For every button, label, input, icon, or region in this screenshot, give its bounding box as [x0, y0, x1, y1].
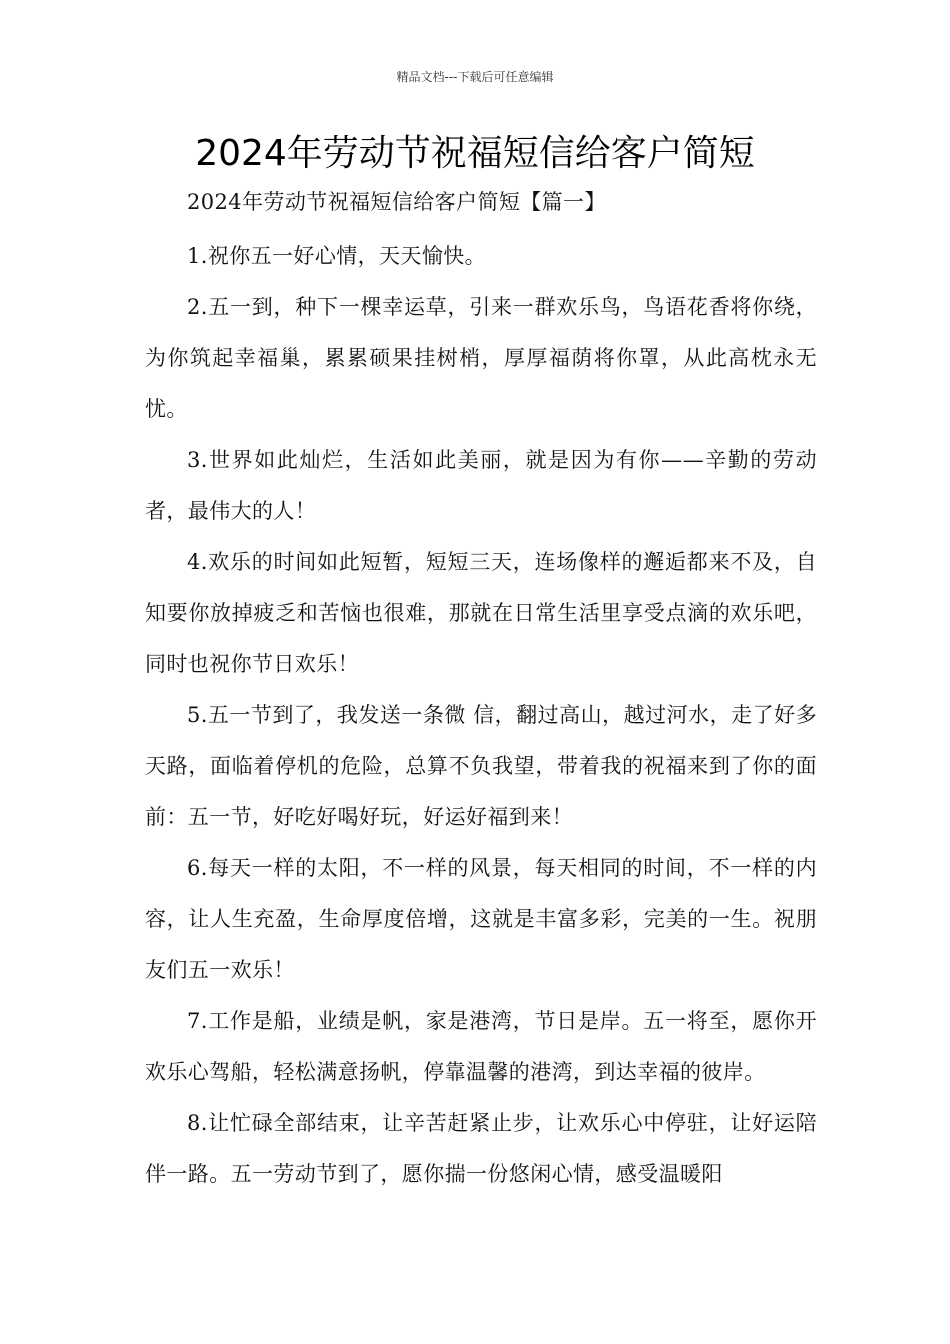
- list-item-6: 6.每天一样的太阳，不一样的风景，每天相同的时间，不一样的内容，让人生充盈，生命厚度倍增，这就是丰富多彩，完美的一生。祝朋友们五一欢乐！: [145, 856, 817, 982]
- document-body: [145, 177, 817, 1200]
- list-item-4: 4.欢乐的时间如此短暂，短短三天，连场像样的邂逅都来不及，自知要你放掉疲乏和苦恼也很难，那就在日常生活里享受点滴的欢乐吧，同时也祝你节日欢乐！: [145, 550, 817, 676]
- header-note: 精品文档---下载后可任意编辑: [396, 70, 554, 84]
- list-item-8: 8.让忙碌全部结束，让辛苦赶紧止步，让欢乐心中停驻，让好运陪伴一路。五一劳动节到了，愿你揣一份悠闲心情，感受温暖阳: [145, 1111, 817, 1186]
- list-item-3: 3.世界如此灿烂，生活如此美丽，就是因为有你——辛勤的劳动者，最伟大的人！: [145, 448, 817, 523]
- list-item-7: 7.工作是船，业绩是帆，家是港湾，节日是岸。五一将至，愿你开欢乐心驾船，轻松满意扬帆，停靠温馨的港湾，到达幸福的彼岸。: [145, 1009, 817, 1084]
- list-item-1: 1.祝你五一好心情，天天愉快。: [187, 244, 487, 268]
- section-heading: 2024年劳动节祝福短信给客户简短【篇一】: [187, 190, 606, 214]
- list-item-5: 5.五一节到了，我发送一条微 信，翻过高山，越过河水，走了好多天路，面临着停机的危险，总算不负我望，带着我的祝福来到了你的面前：五一节，好吃好喝好玩，好运好福到来！: [145, 703, 817, 829]
- document-title: 2024年劳动节祝福短信给客户简短: [195, 133, 755, 174]
- list-item-2: 2.五一到，种下一棵幸运草，引来一群欢乐鸟，鸟语花香将你绕，为你筑起幸福巢，累累硕果挂树梢，厚厚福荫将你罩，从此高枕永无忧。: [145, 295, 817, 421]
